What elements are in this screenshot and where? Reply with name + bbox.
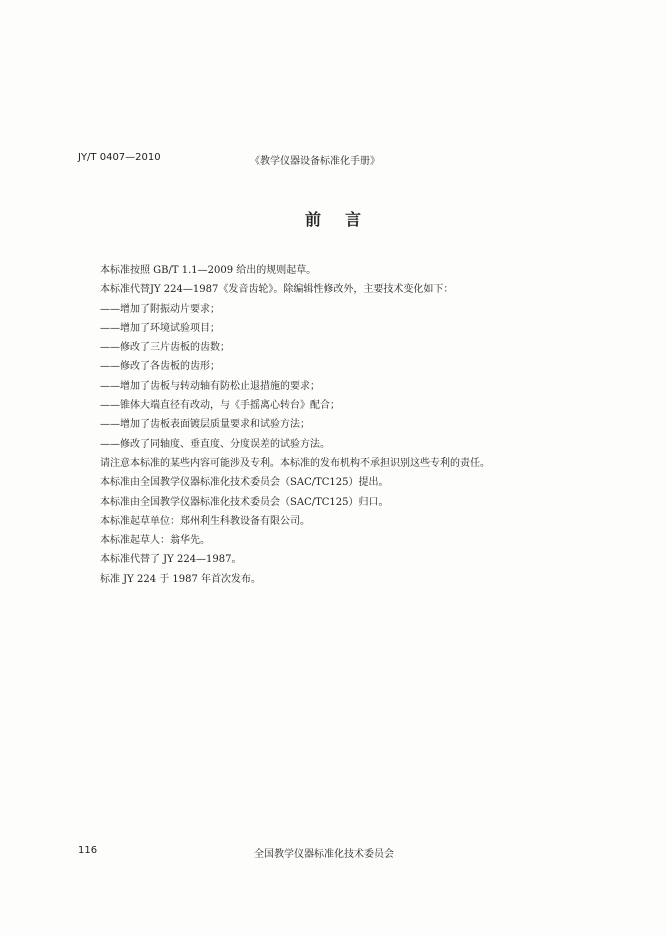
page-number: 116	[78, 845, 98, 856]
paragraph-line: 本标准代替JY 224—1987《发音齿轮》。除编辑性修改外，主要技术变化如下：	[100, 284, 454, 296]
section-title: 前言	[304, 210, 385, 229]
page-footer	[78, 845, 598, 861]
list-item: ——增加了齿板与转动轴有防松止退措施的要求；	[100, 380, 320, 392]
paragraph-line: 本标准按照 GB/T 1.1—2009 给出的规则起草。	[100, 265, 317, 276]
list-item: ——修改了三片齿板的齿数；	[100, 342, 230, 354]
list-item: ——增加了齿板表面镀层质量要求和试验方法；	[100, 419, 310, 431]
page-header	[78, 152, 598, 168]
list-item: ——增加了环境试验项目；	[100, 322, 220, 334]
committee-name: 全国教学仪器标准化技术委员会	[254, 849, 394, 860]
paragraph-line: 本标准起草人：翁华先。	[100, 535, 210, 547]
paragraph-line: 本标准起草单位：郑州利生科教设备有限公司。	[100, 515, 310, 527]
paragraph-line: 标准 JY 224 于 1987 年首次发布。	[100, 573, 262, 585]
foreword-body	[100, 261, 620, 589]
list-item: ——增加了附振动片要求；	[100, 303, 220, 315]
standard-code: JY/T 0407—2010	[78, 152, 161, 163]
list-item: ——修改了各齿板的齿形；	[100, 361, 220, 373]
list-item: ——锥体大端直径有改动，与《手摇离心转台》配合；	[100, 400, 340, 412]
paragraph-line: 本标准由全国教学仪器标准化技术委员会（SAC/TC125）提出。	[100, 477, 389, 489]
paragraph-line: 本标准代替了 JY 224—1987。	[100, 554, 242, 566]
handbook-title: 《教学仪器设备标准化手册》	[250, 156, 380, 167]
paragraph-line: 本标准由全国教学仪器标准化技术委员会（SAC/TC125）归口。	[100, 496, 389, 508]
paragraph-line: 请注意本标准的某些内容可能涉及专利。本标准的发布机构不承担识别这些专利的责任。	[100, 457, 490, 469]
list-item: ——修改了同轴度、垂直度、分度误差的试验方法。	[100, 438, 330, 450]
